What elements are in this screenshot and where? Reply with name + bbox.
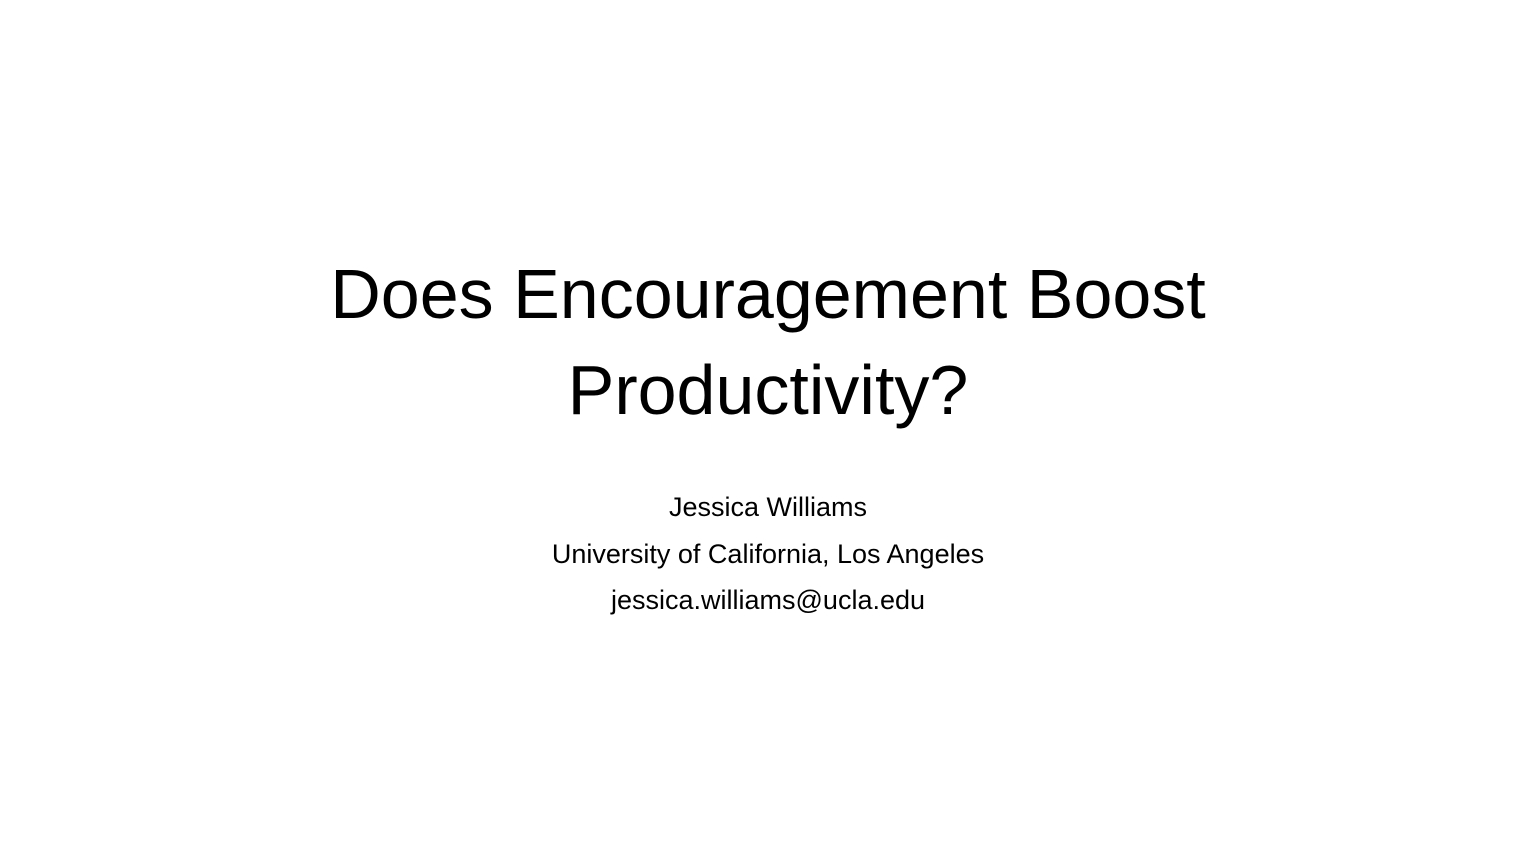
slide-title xyxy=(168,246,1368,438)
author-name: Jessica Williams xyxy=(668,492,868,522)
author-email: jessica.williams@ucla.edu xyxy=(610,585,926,615)
slide-subtitle xyxy=(368,484,1168,624)
slide-title-line-2: Productivity? xyxy=(567,351,969,429)
author-affiliation: University of California, Los Angeles xyxy=(551,538,985,569)
slide-title-line-1: Does Encouragement Boost xyxy=(330,255,1206,333)
